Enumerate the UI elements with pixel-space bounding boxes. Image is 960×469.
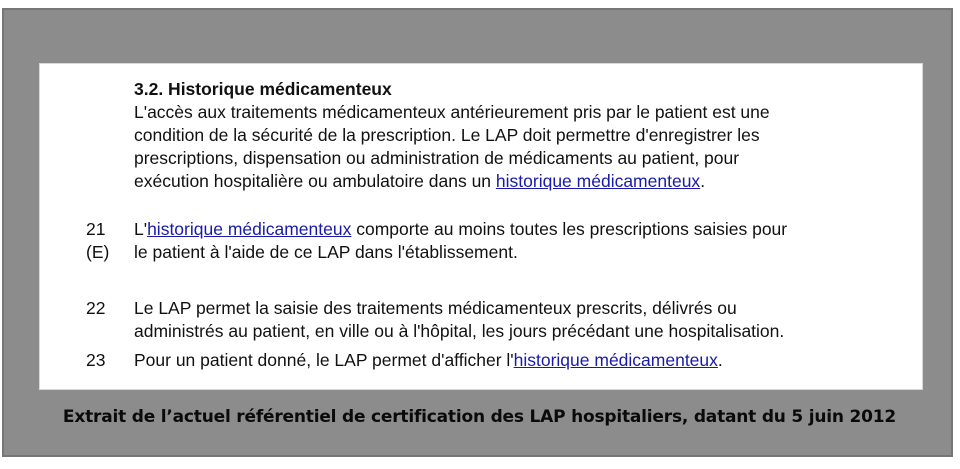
requirement-21-line-1	[134, 218, 787, 241]
requirement-22-line-2: administrés au patient, en ville ou à l'hôpital, les jours précédant une hospitalisation.	[134, 321, 785, 341]
intro-line-4	[134, 170, 705, 193]
requirement-number: 21	[86, 219, 106, 239]
intro-line-1: L'accès aux traitements médicamenteux antérieurement pris par le patient est une	[134, 102, 770, 122]
slide-frame	[2, 8, 953, 457]
intro-line-4-end: .	[700, 171, 706, 191]
historique-link[interactable]: historique médicamenteux	[513, 350, 718, 370]
intro-line-3: prescriptions, dispensation ou administration de médicaments au patient, pour	[134, 148, 740, 168]
intro-line-4-text: exécution hospitalière ou ambulatoire dans un	[134, 171, 496, 191]
intro-line-2: condition de la sécurité de la prescription. Le LAP doit permettre d'enregistrer les	[134, 125, 760, 145]
requirement-21-prefix: L'	[134, 219, 148, 239]
requirement-tag: (E)	[86, 242, 110, 262]
requirement-22-line-1: Le LAP permet la saisie des traitements médicamenteux prescrits, délivrés ou	[134, 298, 737, 318]
requirement-21-suffix: comporte au moins toutes les prescriptions saisies pour	[351, 219, 788, 239]
historique-link[interactable]: historique médicamenteux	[147, 219, 352, 239]
requirement-23-suffix: .	[717, 350, 723, 370]
requirement-23-prefix: Pour un patient donné, le LAP permet d'afficher l'	[134, 350, 514, 370]
document-excerpt	[39, 63, 923, 390]
slide-caption: Extrait de l’actuel référentiel de certification des LAP hospitaliers, datant du 5 juin 2012	[62, 407, 897, 427]
historique-link[interactable]: historique médicamenteux	[495, 171, 701, 191]
requirement-number: 23	[86, 350, 106, 370]
requirement-number: 22	[86, 298, 106, 318]
requirement-21-line-2: le patient à l'aide de ce LAP dans l'établissement.	[134, 242, 518, 262]
requirement-23-line-1	[134, 349, 723, 372]
section-heading: 3.2. Historique médicamenteux	[134, 79, 392, 99]
